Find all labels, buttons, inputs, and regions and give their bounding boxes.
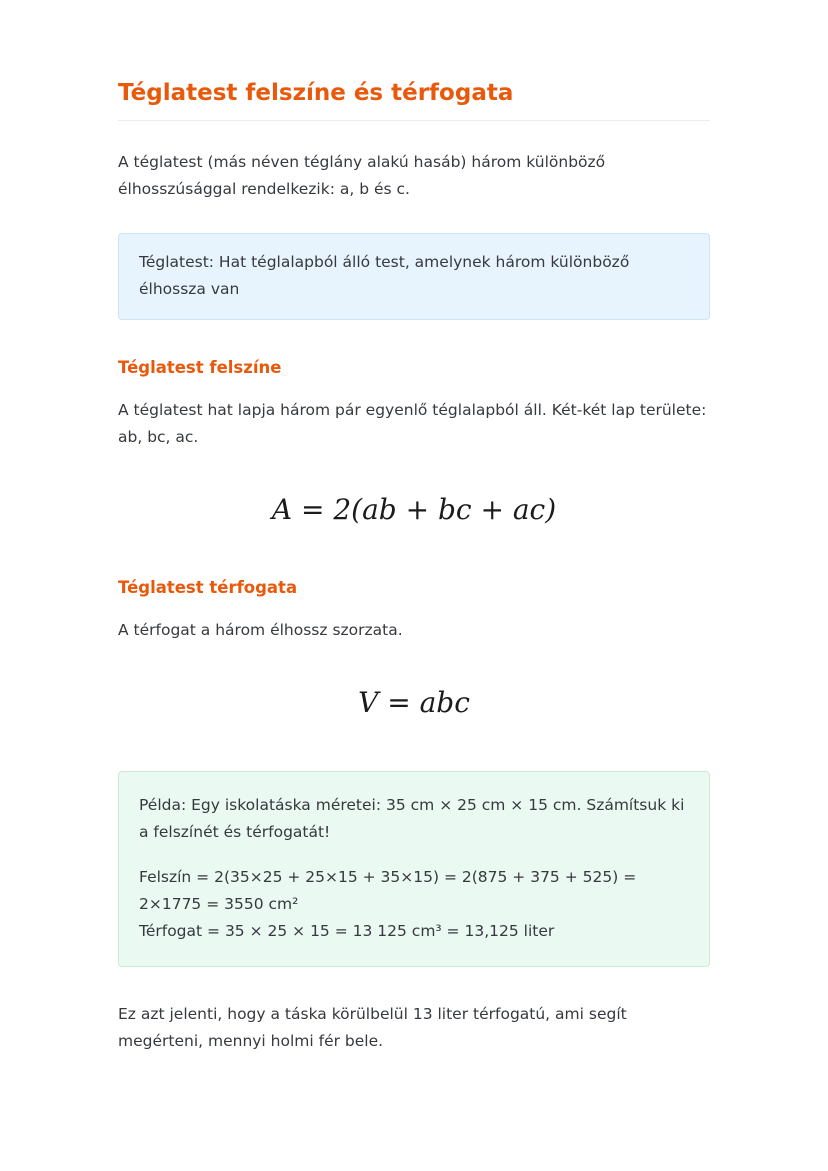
title-divider [118,120,710,121]
closing-paragraph: Ez azt jelenti, hogy a táska körülbelül 13 liter térfogatú, ami segít megérteni, mennyi holmi fér bele. [118,1004,627,1050]
example-box [118,771,710,967]
intro-paragraph: A téglatest (más néven téglány alakú hasáb) három különböző élhosszúsággal rendelkezik: a, b és c. [118,153,606,199]
definition-text: Téglatest: Hat téglalapból álló test, amelynek három különböző élhossza van [139,253,630,299]
example-surface-calculation: Felszín = 2(35×25 + 25×15 + 35×15) = 2(875 + 375 + 525) = 2×1775 = 3550 cm² [139,868,637,914]
section-heading-volume: Téglatest térfogata [118,577,298,597]
volume-formula: V = abc [358,685,470,719]
page-title: Téglatest felszíne és térfogata [118,80,514,106]
definition-box [118,233,710,319]
surface-formula: A = 2(ab + bc + ac) [271,492,557,526]
volume-paragraph: A térfogat a három élhossz szorzata. [118,620,403,639]
section-heading-surface: Téglatest felszíne [118,357,282,377]
example-intro: Példa: Egy iskolatáska méretei: 35 cm × 25 cm × 15 cm. Számítsuk ki a felszínét és térfogatát! [139,795,685,841]
example-volume-calculation: Térfogat = 35 × 25 × 15 = 13 125 cm³ = 13,125 liter [139,922,555,941]
surface-paragraph: A téglatest hat lapja három pár egyenlő téglalapból áll. Két-két lap területe: ab, bc, ac. [118,400,707,446]
